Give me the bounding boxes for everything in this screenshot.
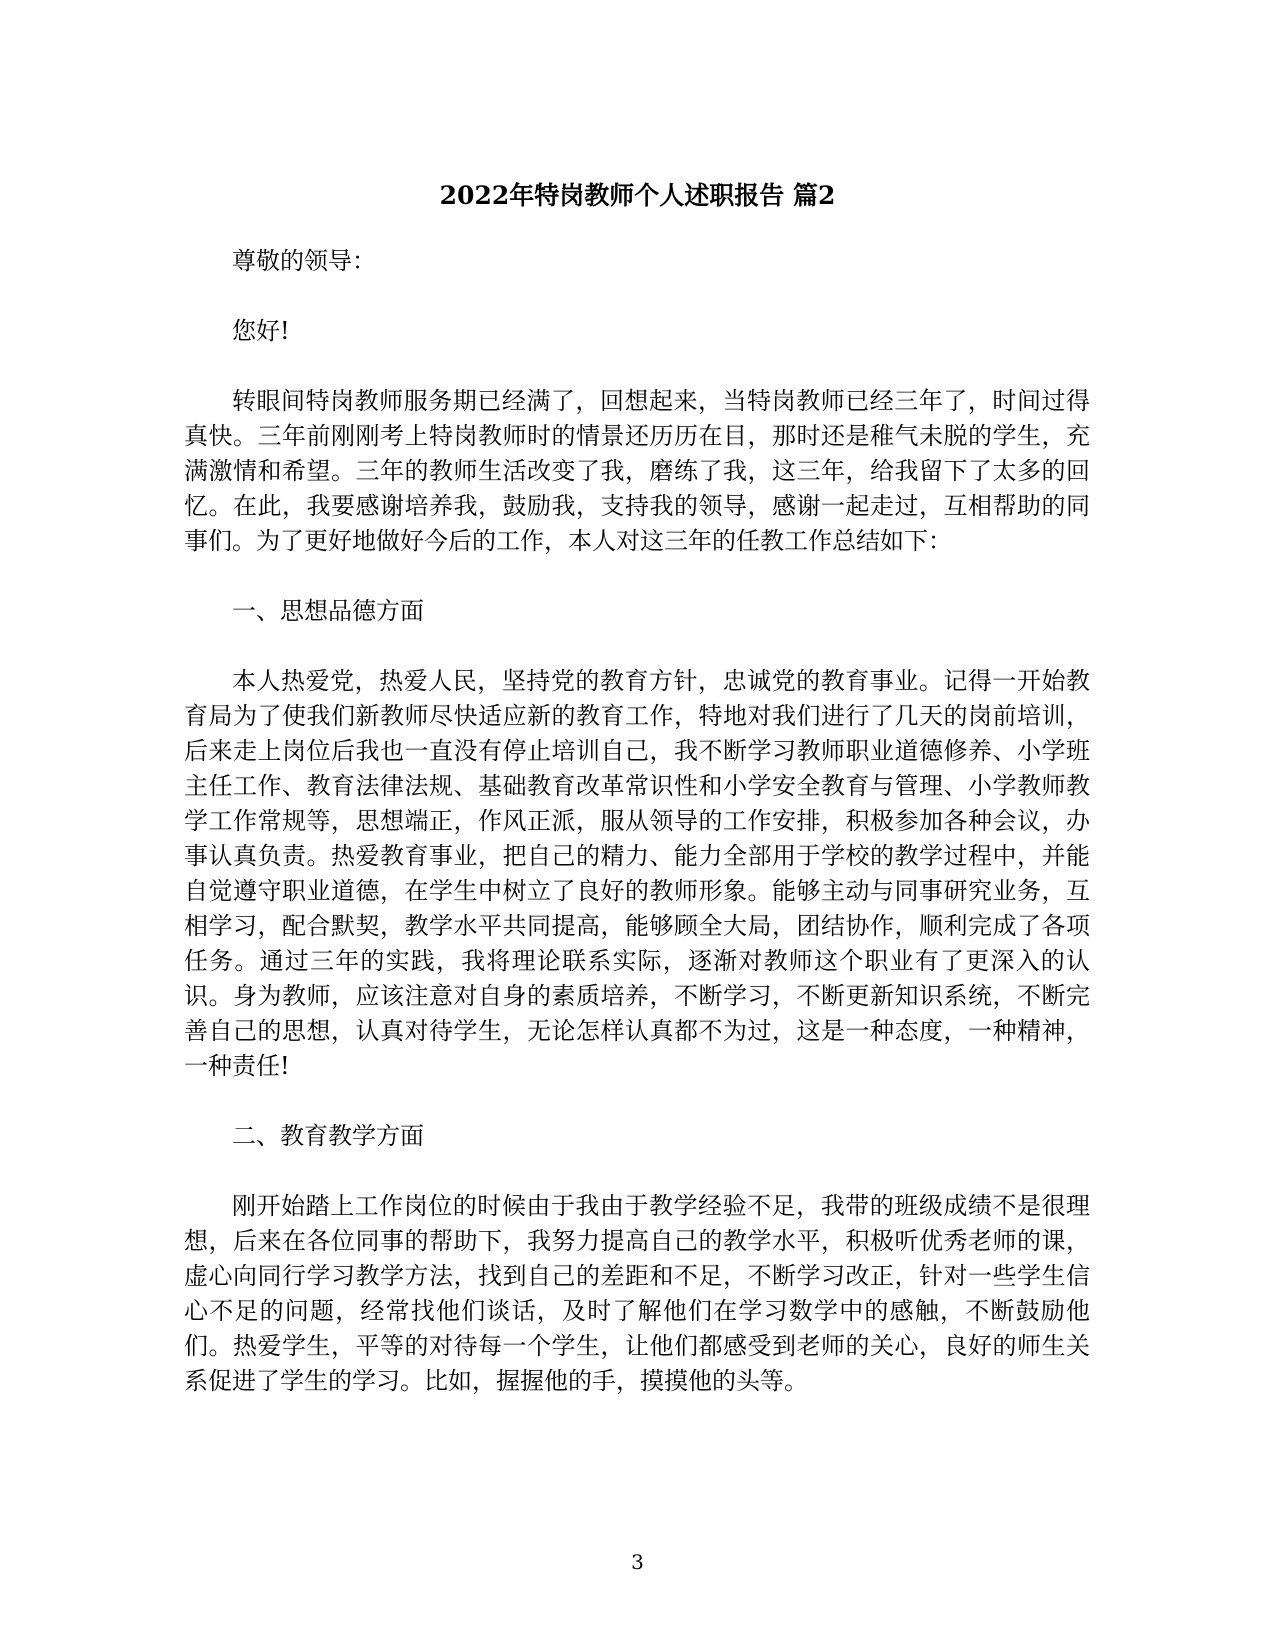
document-title: 2022年特岗教师个人述职报告 篇2 xyxy=(439,181,836,210)
salutation: 尊敬的领导： xyxy=(232,247,376,275)
ideology-paragraph: 本人热爱党，热爱人民，坚持党的教育方针，忠诚党的教育事业。记得一开始教育局为了使我们新教师尽快适应新的教育工作，特地对我们进行了几天的岗前培训，后来走上岗位后我也一直没有停止培训自己，我不断学习教师职业道德修养、小学班主任工作、教育法律法规、基础教育改革常识性和小学安全教育与管理、小学教师教学工作常规等，思想端正，作风正派，服从领导的工作安排，积极参加各种会议，办事认真负责。热爱教育事业，把自己的精力、能力全部用于学校的教学过程中，并能自觉遵守职业道德，在学生中树立了良好的教师形象。能够主动与同事研究业务，互相学习，配合默契，教学水平共同提高，能够顾全大局，团结协作，顺利完成了各项任务。通过三年的实践，我将理论联系实际，逐渐对教师这个职业有了更深入的认识。身为教师，应该注意对自身的素质培养，不断学习，不断更新知识系统，不断完善自己的思想，认真对待学生，无论怎样认真都不为过，这是一种态度，一种精神，一种责任! xyxy=(184,667,1090,1080)
page-number: 3 xyxy=(631,1550,644,1574)
section-heading-teaching: 二、教育教学方面 xyxy=(232,1122,424,1150)
greeting: 您好! xyxy=(232,317,290,345)
teaching-paragraph: 刚开始踏上工作岗位的时候由于我由于教学经验不足，我带的班级成绩不是很理想，后来在各位同事的帮助下，我努力提高自己的教学水平，积极听优秀老师的课，虚心向同行学习教学方法，找到自己的差距和不足，不断学习改正，针对一些学生信心不足的问题，经常找他们谈话，及时了解他们在学习数学中的感触，不断鼓励他们。热爱学生，平等的对待每一个学生，让他们都感受到老师的关心，良好的师生关系促进了学生的学习。比如，握握他的手，摸摸他的头等。 xyxy=(184,1192,1090,1395)
document-body xyxy=(184,244,1090,1399)
intro-paragraph: 转眼间特岗教师服务期已经满了，回想起来，当特岗教师已经三年了，时间过得真快。三年前刚刚考上特岗教师时的情景还历历在目，那时还是稚气未脱的学生，充满激情和希望。三年的教师生活改变了我，磨练了我，这三年，给我留下了太多的回忆。在此，我要感谢培养我，鼓励我，支持我的领导，感谢一起走过，互相帮助的同事们。为了更好地做好今后的工作，本人对这三年的任教工作总结如下： xyxy=(184,387,1090,555)
section-heading-ideology: 一、思想品德方面 xyxy=(232,597,424,625)
